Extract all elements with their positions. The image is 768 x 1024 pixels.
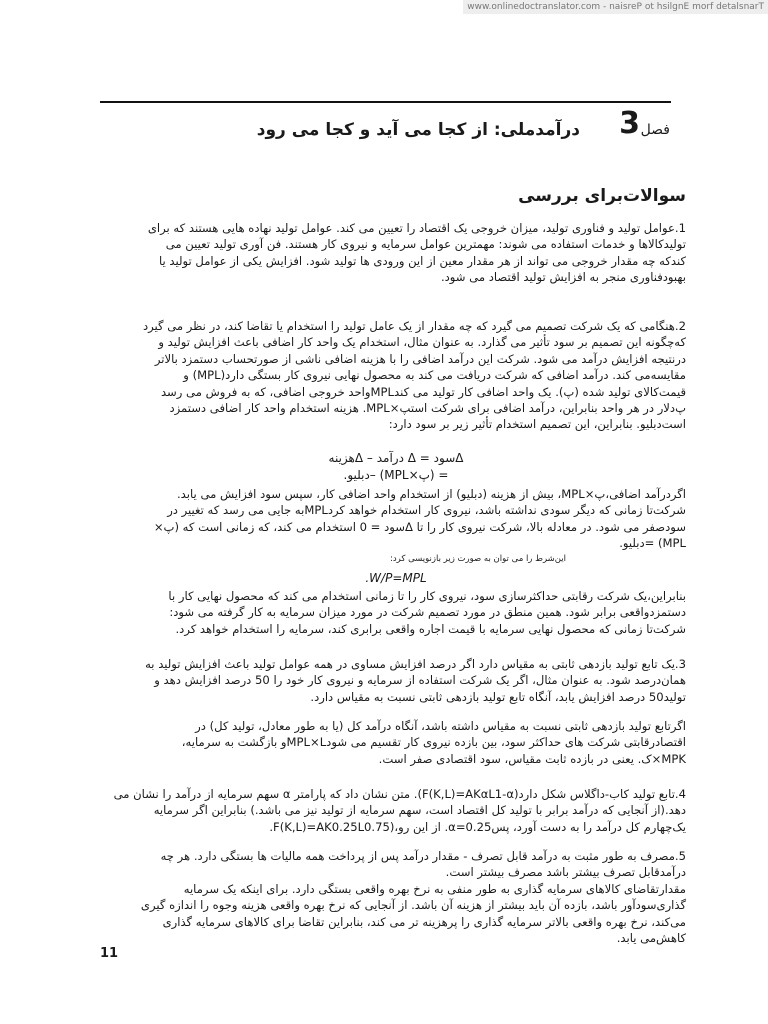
question-2-line: درنتیجه افزایش درآمد می شود. شرکت این درآمد اضافی را با هزینه اضافی ناشی از صورتحساب دستمزد بالاتر [154,351,686,366]
chapter-number: 3 [619,106,640,141]
question-1-line: بهبودفناوری منجر به افزایش تولید اقتصاد می شود. [440,270,686,285]
question-3-line: همان‌درصد شود. به عنوان مثال، اگر یک شرکت استفاده از سرمایه و نیروی کار خود را 50 درصد افزایش دهد و [154,673,686,688]
question-1-line: تولیدکالاها و خدمات استفاده می شوند: مهمترین عوامل سرمایه و نیروی کار هستند. فن آوری تولید تعیین می [165,237,686,252]
question-2b-line: سودصفر می شود. در معادله بالا، شرکت نیروی کار را تا Δسود = 0 استخدام می کند، که زمانی است که (پ× [153,519,686,534]
translator-watermark: www.onlinedoctranslator.com - naisreP ot hsilgnE morf detalsnarT [463,0,768,14]
formula-line: W/P=MPL. [365,571,427,585]
question-4-line: 4.تابع تولید کاب-داگلاس شکل دارد(F(K,L)=AKαL1-α). متن نشان داد که پارامتر α سهم سرمایه از درآمد را نشان می [113,787,686,801]
question-1-line: کندکه چه مقدار خروجی می تواند از هر مقدار معین از این ورودی ها تولید شود. افزایش یکی از عوامل تولید یا [158,253,686,268]
question-3 [106,656,686,705]
chapter-header [200,108,670,148]
page-number: 11 [100,946,119,961]
question-2-line: است‌دبلیو. بنابراین، این تصمیم استخدام تأثیر زیر بر سود دارد: [388,417,686,432]
question-1-line: 1.عوامل تولید و فناوری تولید، میزان خروجی یک اقتصاد را تعیین می کند. عوامل تولید نهاده هایی هستند که برای [147,221,686,235]
question-2b-line: MPL) =دبلیو. [619,536,686,551]
question-2c-line: بنابراین،یک شرکت رقابتی حداکثرسازی سود، نیروی کار را تا زمانی استخدام می کند که محصول نهایی کار با [168,589,686,603]
question-2-continued [106,486,686,566]
chapter-word: فصل [640,122,670,138]
question-4-line: دهد.(از آنجایی که درآمد برابر با تولید کل اقتصاد است، سهم سرمایه از تولید نیز می باشد.) بنابراین اگر سرمایه [153,803,686,818]
question-5-line: درآمدقابل تصرف بیشتر باشد مصرف بیشتر است. [445,865,686,880]
question-5-line: کاهش‌می یابد. [616,931,686,946]
question-5-line: 5.مصرف به طور مثبت به درآمد قابل تصرف - مقدار درآمد پس از پرداخت همه مالیات ها بستگی دارد. هر چه [160,849,686,863]
question-2-line: مقایسه‌می کند. درآمد اضافی که شرکت دریافت می کند به محصول نهایی نیروی کار بستگی دارد(MPL) و [183,368,686,383]
question-4 [106,786,686,835]
chapter-title: درآمدملی: از کجا می آید و کجا می رود [256,120,580,140]
question-3b-line: MPK×ک. یعنی در بازده ثابت مقیاس، سود اقتصادی صفر است. [378,751,686,766]
question-5-line: گذاری‌سودآور باشد، بازده آن باید بیشتر از هزینه آن باشد. از آنجایی که نرخ بهره واقعی هزینه وجوه را اندازه گیری [140,898,686,913]
question-3-line: تولید50 درصد افزایش یابد، آنگاه تابع تولید بازدهی ثابتی نسبت به مقیاس دارد. [310,689,686,704]
question-2c-line: دستمزدواقعی برابر شود. همین منطق در مورد تصمیم شرکت در مورد میزان سرمایه به کار گرفته می شود: [169,605,686,620]
question-3b-line: اگرتابع تولید بازدهی ثابتی نسبت به مقیاس داشته باشد، آنگاه درآمد کل (یا به طور معادل، تولید کل) در [195,719,686,733]
question-3b-line: اقتصادرقابتی شرکت های حداکثر سود، بین بازده نیروی کار تقسیم می شودMPL×Lو بازگشت به سرمایه، [181,735,686,750]
question-2-line: که‌چگونه این تصمیم بر سود تأثیر می گذارد. به عنوان مثال، استخدام یک واحد کار اضافی باعث افزایش تولید و [158,335,686,350]
question-2c-line: شرکت‌تا زمانی که محصول نهایی سرمایه با قیمت اجاره واقعی برابری کند، سرمایه را استخدام خواهد کرد. [175,621,686,636]
condition-note: این‌شرط را می توان به صورت زیر بازنویسی کرد: [390,553,566,564]
question-5-line: می‌کند، نرخ بهره واقعی بالاتر سرمایه گذاری را پرهزینه تر می کند، بنابراین تقاضا برای کالاهای سرمایه گذاری [162,914,686,929]
question-4-line: یک‌چهارم کل درآمد را به دست آورد، پسα=0.25. از این رو،(F(K,L)=AK0.25L0.75. [269,819,686,834]
question-2-line: قیمت‌کالای تولید شده (پ). یک واحد اضافی کار تولید می کندMPLواحد خروجی اضافی، که به فروش می رسد [160,384,686,399]
question-3-line: 3.یک تابع تولید بازدهی ثابتی به مقیاس دارد اگر درصد افزایش مساوی در همه عوامل تولید باعث افزایش تولید به [145,657,686,671]
formula-line: Δسود = Δ درآمد – Δهزینه [328,451,464,465]
question-5-line: مقدارتقاضای کالاهای سرمایه گذاری به طور منفی به نرخ بهره واقعی بستگی دارد. برای اینکه یک سرمایه [183,881,686,896]
question-2-line: 2.هنگامی که یک شرکت تصمیم می گیرد که چه مقدار از یک عامل تولید را استخدام یا تقاضا کند، در نظر می گیرد [142,319,686,333]
question-2-conclusion [106,588,686,637]
section-title: سوالات‌برای بررسی [518,186,686,206]
question-2 [106,318,686,433]
header-rule [100,101,671,103]
profit-formula [106,450,686,484]
question-1 [106,220,686,286]
question-2-line: پ‌دلار در هر واحد بنابراین، درآمد اضافی برای شرکت استپ×MPL. هزینه استخدام واحد کار اضافی دستمزد [169,401,686,416]
question-5 [106,848,686,946]
formula-line: = (پ×MPL) –دبلیو. [343,468,449,482]
question-2b-line: اگردرآمد اضافی،پ×MPL، بیش از هزینه (دبلیو) از استخدام واحد اضافی کار، سپس سود افزایش می یابد. [177,487,686,501]
question-2b-line: شرکت‌تا زمانی که دیگر سودی نداشته باشد، نیروی کار استخدام خواهد کردMPLبه جایی می رسد که تغییر در [167,503,686,518]
real-wage-formula [106,570,686,587]
question-3-continued [106,718,686,767]
